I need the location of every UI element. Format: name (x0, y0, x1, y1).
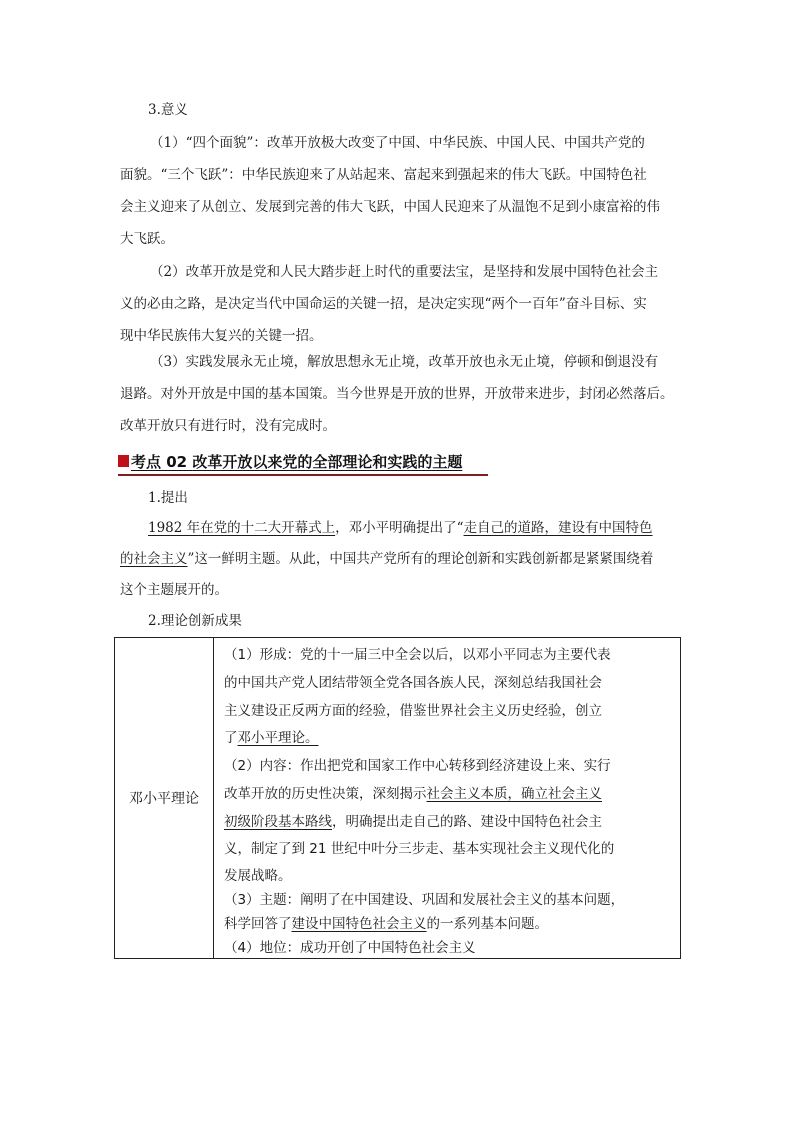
text-line (148, 518, 708, 538)
table-row (115, 638, 681, 959)
text-line (224, 812, 682, 832)
kaodian-topic: 改革开放以来党的全部理论和实践的主题 (192, 453, 463, 471)
text-line: 主义建设正反两方面的经验，借鉴世界社会主义历史经验，创立 (224, 703, 602, 719)
underlined-text: 的社会主义 (120, 551, 188, 567)
subheading-theory-results: 2.理论创新成果 (148, 613, 242, 629)
text-line: （4）地位：成功开创了中国特色社会主义 (224, 940, 476, 956)
underlined-text: 走自己的道路，建设有中国特色 (463, 520, 653, 536)
red-square-icon (118, 455, 129, 467)
text-line: （3）主题：阐明了在中国建设、巩固和发展社会主义的基本问题， (224, 892, 625, 908)
text-span: 改革开放的历史性决策，深刻揭示 (224, 786, 427, 802)
underlined-text: 初级阶段基本路线 (224, 814, 332, 830)
text-line: （1）形成：党的十一届三中全会以后，以邓小平同志为主要代表 (224, 647, 611, 663)
text-line: （1）“四个面貌”：改革开放极大改变了中国、中华民族、中国人民、中国共产党的 (150, 135, 645, 151)
underlined-text: 1982 年在党的十二大开幕式上 (148, 520, 336, 536)
text-line (224, 914, 682, 934)
text-span: 了 (224, 730, 238, 746)
text-line: 大飞跃。 (120, 231, 174, 247)
text-span: ”这一鲜明主题。从此，中国共产党所有的理论创新和实践创新都是紧紧围绕着 (187, 551, 654, 567)
text-line: 发展战略。 (224, 868, 292, 884)
theory-table (114, 637, 681, 959)
text-span: 的一系列基本问题。 (426, 916, 548, 932)
text-line: 改革开放只有进行时，没有完成时。 (120, 418, 336, 434)
text-span: 科学回答了 (224, 916, 292, 932)
theory-name-cell: 邓小平理论 (115, 638, 214, 959)
theory-content-cell (214, 638, 681, 959)
underlined-text: 社会主义本质，确立社会主义 (426, 786, 602, 802)
text-line: 这个主题展开的。 (120, 582, 228, 598)
text-line: 义的必由之路，是决定当代中国命运的关键一招，是决定实现“两个一百年”奋斗目标、实 (120, 296, 647, 312)
text-line: （3）实践发展永无止境，解放思想永无止境，改革开放也永无止境，停顿和倒退没有 (150, 354, 659, 370)
text-line: 义，制定了到 21 世纪中叶分三步走、基本实现社会主义现代化的 (224, 841, 615, 857)
text-span: ，明确提出走自己的路、建设中国特色社会主 (332, 814, 602, 830)
text-line (120, 549, 680, 569)
text-line: 现中华民族伟大复兴的关键一招。 (120, 328, 323, 344)
subheading-proposal: 1.提出 (148, 490, 188, 506)
text-line: 面貌。“三个飞跃”：中华民族迎来了从站起来、富起来到强起来的伟大飞跃。中国特色社 (120, 167, 647, 183)
text-line: （2）改革开放是党和人民大踏步赶上时代的重要法宝，是坚持和发展中国特色社会主 (150, 264, 659, 280)
kaodian-heading (118, 450, 488, 476)
section-heading-significance: 3.意义 (148, 102, 188, 118)
kaodian-label: 考点 02 (131, 453, 193, 471)
text-line: 退路。对外开放是中国的基本国策。当今世界是开放的世界，开放带来进步，封闭必然落后。 (120, 386, 674, 402)
text-line: （2）内容：作出把党和国家工作中心转移到经济建设上来、实行 (224, 758, 611, 774)
text-line (224, 728, 682, 748)
kaodian-title (131, 451, 462, 472)
text-line (224, 784, 682, 804)
underlined-text: 邓小平理论。 (237, 730, 319, 746)
text-line: 会主义迎来了从创立、发展到完善的伟大飞跃，中国人民迎来了从温饱不足到小康富裕的伟 (120, 199, 660, 215)
text-line: 的中国共产党人团结带领全党各国各族人民，深刻总结我国社会 (224, 675, 602, 691)
text-span: ，邓小平明确提出了“ (335, 520, 464, 536)
underlined-text: 建设中国特色社会主义 (291, 916, 427, 932)
